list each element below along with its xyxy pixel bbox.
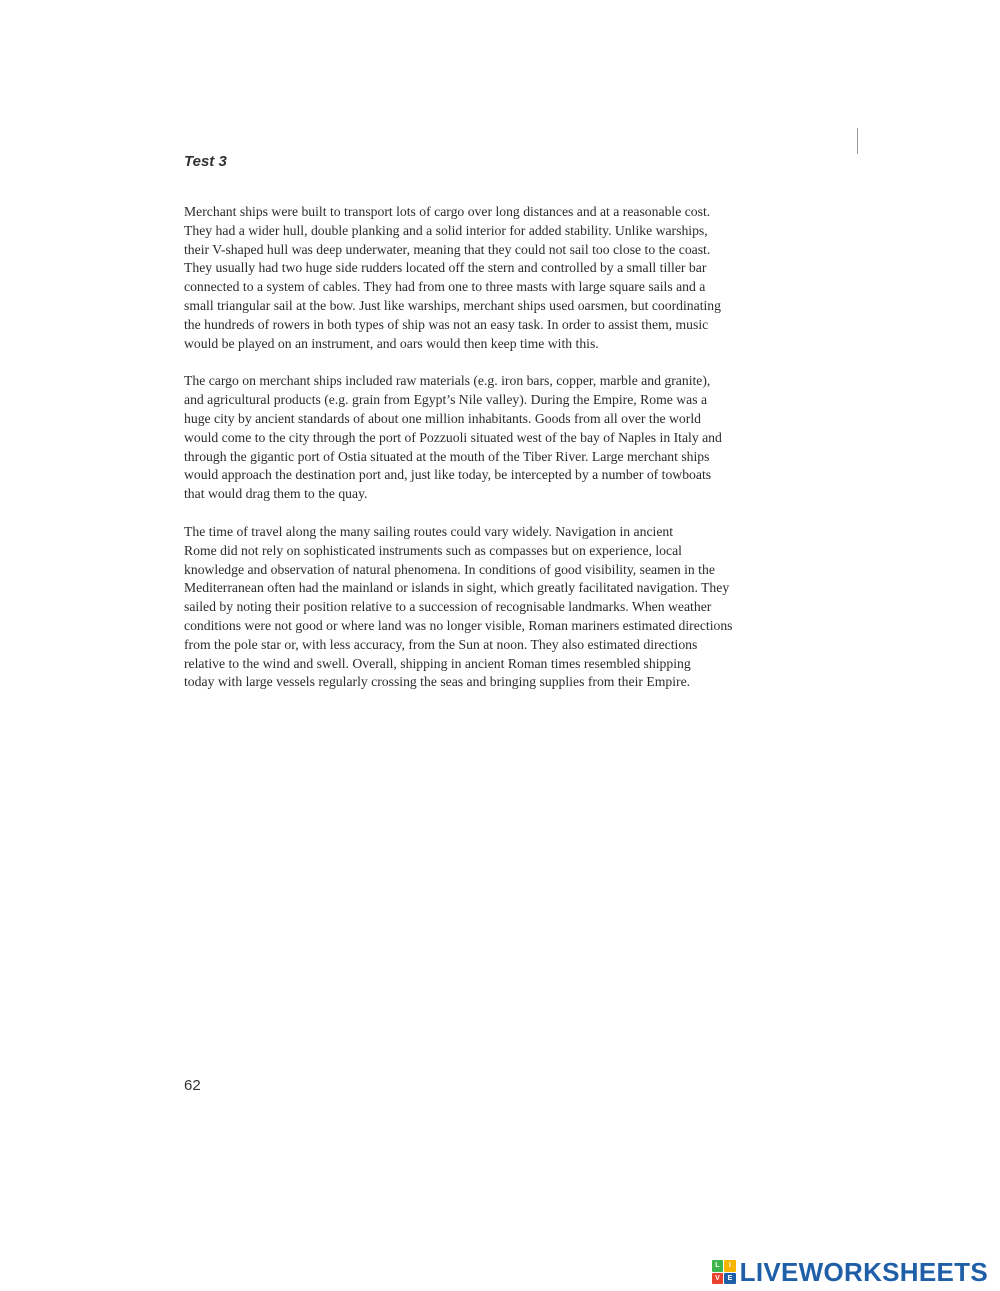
text-line: sailed by noting their position relative to a succession of recognisable landmarks. When weather: [184, 599, 712, 615]
text-line: They had a wider hull, double planking and a solid interior for added stability. Unlike warships,: [184, 222, 708, 238]
scan-mark: [857, 128, 858, 154]
text-line: Merchant ships were built to transport lots of cargo over long distances and at a reasonable cost.: [184, 204, 711, 219]
liveworksheets-logo-icon: [712, 1260, 736, 1284]
text-line: connected to a system of cables. They had from one to three masts with large square sails and a: [184, 279, 706, 295]
logo-tile-l: L: [712, 1260, 724, 1272]
text-line: would come to the city through the port of Pozzuoli situated west of the bay of Naples in Italy and: [184, 429, 722, 445]
text-line: would approach the destination port and, just like today, be intercepted by a number of towboats: [184, 467, 712, 483]
text-line: and agricultural products (e.g. grain from Egypt’s Nile valley). During the Empire, Rome was a: [184, 392, 708, 408]
text-line: small triangular sail at the bow. Just like warships, merchant ships used oarsmen, but coordinating: [184, 297, 721, 313]
text-line: Mediterranean often had the mainland or islands in sight, which greatly facilitated navigation. They: [184, 580, 730, 596]
text-line: They usually had two huge side rudders located off the stern and controlled by a small tiller bar: [184, 260, 707, 276]
document-body: [184, 203, 824, 711]
logo-tile-e: E: [724, 1273, 736, 1285]
text-line: the hundreds of rowers in both types of ship was not an easy task. In order to assist them, music: [184, 316, 709, 332]
text-line: from the pole star or, with less accuracy, from the Sun at noon. They also estimated directions: [184, 636, 698, 652]
logo-tile-i: I: [724, 1260, 736, 1272]
logo-tile-v: V: [712, 1273, 724, 1285]
text-line: The time of travel along the many sailing routes could vary widely. Navigation in ancient: [184, 523, 674, 539]
text-line: that would drag them to the quay.: [184, 486, 368, 502]
text-line: knowledge and observation of natural phenomena. In conditions of good visibility, seamen in the: [184, 561, 715, 577]
text-line: Rome did not rely on sophisticated instruments such as compasses but on experience, local: [184, 542, 682, 558]
text-line: The cargo on merchant ships included raw materials (e.g. iron bars, copper, marble and granite),: [184, 373, 711, 389]
text-line: relative to the wind and swell. Overall, shipping in ancient Roman times resembled shipping: [184, 655, 691, 671]
page-number: 62: [184, 1077, 201, 1094]
brand-name: LIVEWORKSHEETS: [739, 1257, 988, 1287]
text-line: huge city by ancient standards of about one million inhabitants. Goods from all over the world: [184, 410, 701, 426]
paragraph-2: [184, 372, 824, 504]
text-line: through the gigantic port of Ostia situated at the mouth of the Tiber River. Large merchant ships: [184, 448, 710, 464]
text-line: their V-shaped hull was deep underwater, meaning that they could not sail too close to the coast.: [184, 241, 711, 257]
liveworksheets-brand[interactable]: [712, 1259, 988, 1285]
text-line: conditions were not good or where land was no longer visible, Roman mariners estimated directions: [184, 617, 733, 633]
text-line: today with large vessels regularly crossing the seas and bringing supplies from their Empire.: [184, 674, 691, 690]
paragraph-3: [184, 523, 824, 692]
paragraph-1: [184, 203, 824, 353]
text-line: would be played on an instrument, and oars would then keep time with this.: [184, 335, 599, 351]
page-title: Test 3: [184, 153, 227, 170]
